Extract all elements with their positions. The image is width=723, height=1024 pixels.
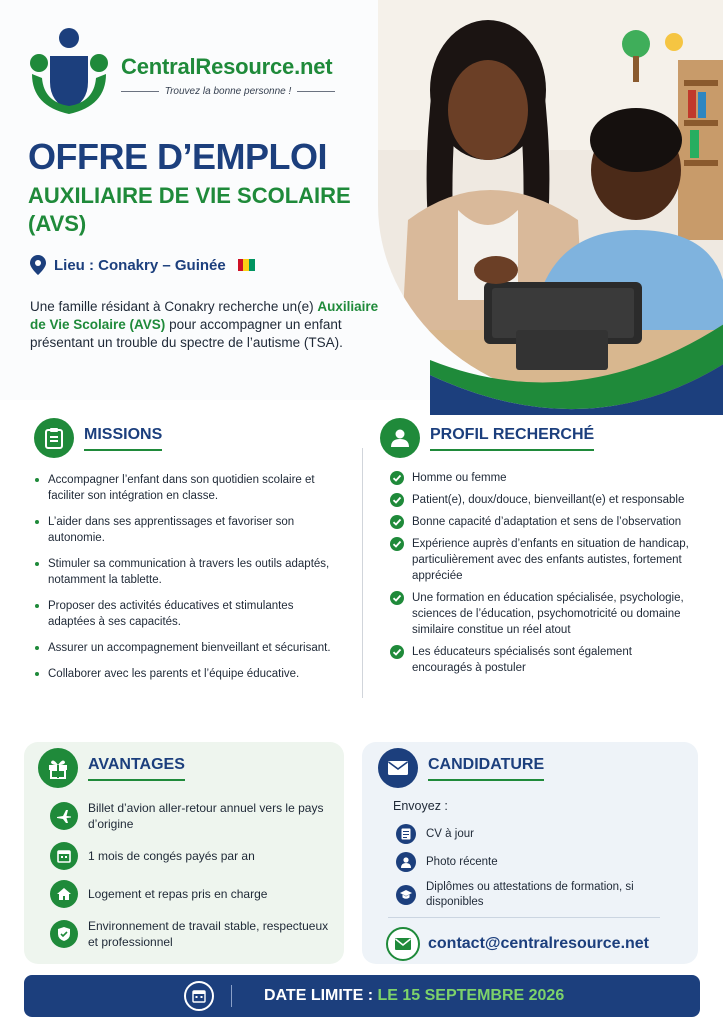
list-item <box>50 918 340 950</box>
airplane-icon <box>50 802 78 830</box>
deadline-text <box>264 987 564 1005</box>
list-item <box>50 800 340 832</box>
clipboard-icon <box>34 418 74 458</box>
list-item: Assurer un accompagnement bienveillant et sécurisant. <box>34 640 334 656</box>
missions-title: MISSIONS <box>84 426 162 451</box>
list-item <box>390 590 690 638</box>
location-text: Lieu : Conakry – Guinée <box>54 256 226 274</box>
avantages-header <box>38 748 185 788</box>
list-item <box>396 852 686 872</box>
calendar-icon <box>50 842 78 870</box>
location-line <box>30 255 255 275</box>
check-icon <box>390 515 404 529</box>
list-item-text: CV à jour <box>426 827 474 840</box>
profile-title: PROFIL RECHERCHÉ <box>430 426 594 451</box>
list-item-text: Environnement de travail stable, respectueux et professionnel <box>88 919 329 949</box>
profile-list <box>390 470 690 682</box>
person-icon <box>380 418 420 458</box>
list-item <box>396 880 686 910</box>
list-item: Stimuler sa communication à travers les outils adaptés, notamment la tablette. <box>34 556 334 588</box>
tagline-divider <box>121 91 159 92</box>
list-item-text: Expérience auprès d’enfants en situation de handicap, particulièrement avec des enfants autistes, fortement appréciée <box>412 538 689 582</box>
check-icon <box>390 493 404 507</box>
list-item <box>390 644 690 676</box>
envelope-icon <box>378 748 418 788</box>
check-icon <box>390 645 404 659</box>
list-item-text: Une formation en éducation spécialisée, psychologie, sciences de l’éducation, psychomotricité ou domaine similaire constitue un réel atout <box>412 592 684 636</box>
list-item <box>390 470 690 486</box>
column-divider <box>362 448 363 698</box>
list-item-text: Les éducateurs spécialisés sont également encouragés à postuler <box>412 646 632 674</box>
list-item <box>50 842 340 870</box>
list-item <box>390 492 690 508</box>
shield-icon <box>50 920 78 948</box>
candidature-header <box>378 748 544 788</box>
list-item-text: Logement et repas pris en charge <box>88 887 268 901</box>
tagline-divider <box>297 91 335 92</box>
avantages-list <box>50 800 340 960</box>
brand-tagline: Trouvez la bonne personne ! <box>164 86 292 97</box>
profile-header <box>380 418 594 458</box>
list-item-text: Bonne capacité d’adaptation et sens de l’observation <box>412 516 682 528</box>
person-icon <box>396 852 416 872</box>
intro-highlight: Auxiliaire de Vie Scolaire (AVS) <box>30 299 379 332</box>
brand-tagline-row <box>121 86 335 97</box>
page-title: OFFRE D’EMPLOI <box>28 136 327 177</box>
missions-header <box>34 418 162 458</box>
decorative-swoosh <box>430 300 723 415</box>
brand-name: CentralResource.net <box>121 54 333 79</box>
gift-icon <box>38 748 78 788</box>
list-item-text: Photo récente <box>426 855 498 868</box>
list-item <box>390 536 690 584</box>
check-icon <box>390 471 404 485</box>
list-item-text: 1 mois de congés payés par an <box>88 849 255 863</box>
contact-email-row[interactable] <box>386 927 649 961</box>
brand-logo-icon <box>28 26 110 116</box>
document-icon <box>396 824 416 844</box>
list-item-text: Billet d’avion aller-retour annuel vers le pays d’origine <box>88 801 324 831</box>
location-pin-icon <box>30 255 46 275</box>
guinea-flag-icon <box>238 259 255 271</box>
candidature-title: CANDIDATURE <box>428 756 544 781</box>
list-item: Proposer des activités éducatives et stimulantes adaptées à ses capacités. <box>34 598 334 630</box>
intro-text-start: Une famille résidant à Conakry recherche un(e) <box>30 299 318 314</box>
list-item: Collaborer avec les parents et l’équipe éducative. <box>34 666 334 682</box>
calendar-icon <box>184 981 214 1011</box>
list-item <box>396 824 686 844</box>
deadline-bar <box>24 975 700 1017</box>
intro-paragraph <box>30 298 380 352</box>
list-item-text: Homme ou femme <box>412 472 507 484</box>
check-icon <box>390 591 404 605</box>
house-icon <box>50 880 78 908</box>
graduation-cap-icon <box>396 885 416 905</box>
list-item <box>50 880 340 908</box>
contact-email-link[interactable]: contact@centralresource.net <box>428 935 650 952</box>
avantages-title: AVANTAGES <box>88 756 185 781</box>
deadline-date: LE 15 SEPTEMBRE 2026 <box>377 987 565 1004</box>
list-item-text: Patient(e), doux/douce, bienveillant(e) et responsable <box>412 494 685 506</box>
intro-text-end: pour accompagner un enfant présentant un trouble du spectre de l’autisme (TSA). <box>30 317 343 350</box>
candidature-list <box>396 824 686 918</box>
list-item: L’aider dans ses apprentissages et favoriser son autonomie. <box>34 514 334 546</box>
candidature-intro: Envoyez : <box>393 799 448 813</box>
mail-icon <box>386 927 420 961</box>
deadline-label: DATE LIMITE : <box>264 987 378 1004</box>
missions-list <box>34 472 334 692</box>
deadline-separator <box>231 985 232 1007</box>
list-item: Accompagner l’enfant dans son quotidien scolaire et faciliter son intégration en classe. <box>34 472 334 504</box>
candidature-divider <box>388 917 660 918</box>
list-item <box>390 514 690 530</box>
list-item-text: Diplômes ou attestations de formation, si disponibles <box>426 881 634 908</box>
job-title: AUXILIAIRE DE VIE SCOLAIRE (AVS) <box>28 183 351 236</box>
check-icon <box>390 537 404 551</box>
